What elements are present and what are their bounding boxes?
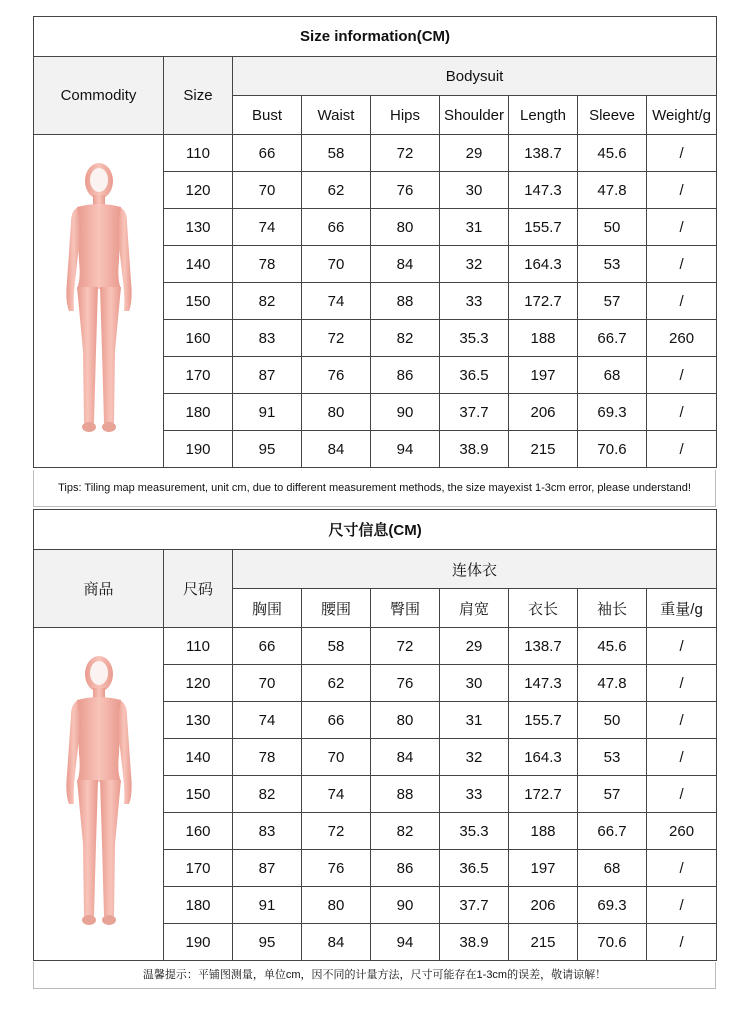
value-cell: / (647, 209, 717, 246)
value-cell: 83 (233, 813, 302, 850)
value-cell: 66 (233, 628, 302, 665)
column-header: Bust (233, 96, 302, 135)
value-cell: / (647, 887, 717, 924)
value-cell: 38.9 (440, 924, 509, 961)
value-cell: / (647, 702, 717, 739)
size-table-zh (33, 509, 716, 961)
value-cell: 66 (302, 702, 371, 739)
value-cell: 69.3 (578, 887, 647, 924)
value-cell: 29 (440, 135, 509, 172)
value-cell: 76 (302, 357, 371, 394)
value-cell: / (647, 665, 717, 702)
size-cell: 130 (164, 209, 233, 246)
value-cell: 47.8 (578, 172, 647, 209)
size-cell: 160 (164, 320, 233, 357)
value-cell: 68 (578, 357, 647, 394)
value-cell: 82 (233, 776, 302, 813)
size-header: Size (164, 57, 233, 135)
value-cell: 38.9 (440, 431, 509, 468)
size-cell: 110 (164, 135, 233, 172)
value-cell: 78 (233, 246, 302, 283)
value-cell: 66 (233, 135, 302, 172)
value-cell: 172.7 (509, 283, 578, 320)
value-cell: 53 (578, 246, 647, 283)
product-image (34, 628, 164, 961)
value-cell: 33 (440, 776, 509, 813)
value-cell: 74 (302, 776, 371, 813)
size-cell: 110 (164, 628, 233, 665)
value-cell: 95 (233, 924, 302, 961)
value-cell: 87 (233, 850, 302, 887)
bodysuit-figure-icon (59, 161, 139, 441)
value-cell: 30 (440, 665, 509, 702)
value-cell: / (647, 739, 717, 776)
value-cell: 82 (233, 283, 302, 320)
column-header: 衣长 (509, 589, 578, 628)
size-cell: 170 (164, 357, 233, 394)
value-cell: 84 (302, 924, 371, 961)
value-cell: 80 (302, 394, 371, 431)
value-cell: 72 (302, 813, 371, 850)
value-cell: 88 (371, 776, 440, 813)
size-cell: 190 (164, 431, 233, 468)
product-image (34, 135, 164, 468)
value-cell: 35.3 (440, 813, 509, 850)
value-cell: 76 (371, 172, 440, 209)
value-cell: 66 (302, 209, 371, 246)
column-header: 肩宽 (440, 589, 509, 628)
size-cell: 180 (164, 394, 233, 431)
value-cell: 78 (233, 739, 302, 776)
value-cell: 95 (233, 431, 302, 468)
value-cell: 80 (371, 209, 440, 246)
value-cell: 74 (233, 209, 302, 246)
size-cell: 140 (164, 739, 233, 776)
column-header: Length (509, 96, 578, 135)
value-cell: 155.7 (509, 702, 578, 739)
value-cell: / (647, 172, 717, 209)
size-cell: 140 (164, 246, 233, 283)
value-cell: 45.6 (578, 628, 647, 665)
value-cell: 69.3 (578, 394, 647, 431)
value-cell: 30 (440, 172, 509, 209)
value-cell: / (647, 628, 717, 665)
value-cell: 91 (233, 394, 302, 431)
value-cell: 36.5 (440, 357, 509, 394)
value-cell: 94 (371, 924, 440, 961)
value-cell: / (647, 394, 717, 431)
value-cell: 88 (371, 283, 440, 320)
column-header: Hips (371, 96, 440, 135)
column-header: 腰围 (302, 589, 371, 628)
value-cell: 74 (233, 702, 302, 739)
value-cell: 215 (509, 924, 578, 961)
value-cell: 260 (647, 320, 717, 357)
value-cell: 31 (440, 209, 509, 246)
value-cell: / (647, 283, 717, 320)
value-cell: 197 (509, 357, 578, 394)
value-cell: 90 (371, 887, 440, 924)
size-cell: 160 (164, 813, 233, 850)
value-cell: 72 (371, 628, 440, 665)
column-header: Shoulder (440, 96, 509, 135)
value-cell: 215 (509, 431, 578, 468)
value-cell: 70 (233, 172, 302, 209)
column-header: 臀围 (371, 589, 440, 628)
value-cell: 33 (440, 283, 509, 320)
value-cell: 164.3 (509, 739, 578, 776)
value-cell: 29 (440, 628, 509, 665)
size-cell: 170 (164, 850, 233, 887)
value-cell: 155.7 (509, 209, 578, 246)
value-cell: 31 (440, 702, 509, 739)
value-cell: 57 (578, 283, 647, 320)
value-cell: 147.3 (509, 665, 578, 702)
value-cell: / (647, 776, 717, 813)
value-cell: 206 (509, 887, 578, 924)
value-cell: 57 (578, 776, 647, 813)
value-cell: / (647, 135, 717, 172)
value-cell: 50 (578, 702, 647, 739)
value-cell: 70 (233, 665, 302, 702)
column-header: Sleeve (578, 96, 647, 135)
table-title: Size information(CM) (34, 17, 717, 57)
tip-text-en: Tips: Tiling map measurement, unit cm, due to different measurement methods, the size mayexist 1-3cm error, please understand! (33, 470, 716, 507)
value-cell: 260 (647, 813, 717, 850)
size-cell: 150 (164, 776, 233, 813)
value-cell: 36.5 (440, 850, 509, 887)
tip-text-zh: 温馨提示：平铺图测量，单位cm，因不同的计量方法，尺寸可能存在1-3cm的误差，敬请谅解！ (33, 962, 716, 989)
value-cell: / (647, 431, 717, 468)
value-cell: 62 (302, 172, 371, 209)
size-cell: 180 (164, 887, 233, 924)
value-cell: 68 (578, 850, 647, 887)
size-cell: 130 (164, 702, 233, 739)
value-cell: / (647, 924, 717, 961)
size-cell: 120 (164, 665, 233, 702)
value-cell: 45.6 (578, 135, 647, 172)
table-row (34, 628, 717, 665)
value-cell: 164.3 (509, 246, 578, 283)
value-cell: 58 (302, 135, 371, 172)
value-cell: 90 (371, 394, 440, 431)
value-cell: 84 (302, 431, 371, 468)
size-cell: 120 (164, 172, 233, 209)
value-cell: 76 (371, 665, 440, 702)
value-cell: 197 (509, 850, 578, 887)
value-cell: / (647, 850, 717, 887)
value-cell: 70 (302, 246, 371, 283)
value-cell: 50 (578, 209, 647, 246)
column-header: Waist (302, 96, 371, 135)
table-row (34, 135, 717, 172)
value-cell: 188 (509, 813, 578, 850)
value-cell: 84 (371, 246, 440, 283)
value-cell: 35.3 (440, 320, 509, 357)
value-cell: 32 (440, 246, 509, 283)
size-header: 尺码 (164, 550, 233, 628)
value-cell: 62 (302, 665, 371, 702)
value-cell: 70.6 (578, 924, 647, 961)
value-cell: 138.7 (509, 135, 578, 172)
value-cell: 32 (440, 739, 509, 776)
value-cell: 94 (371, 431, 440, 468)
value-cell: 80 (302, 887, 371, 924)
value-cell: 82 (371, 813, 440, 850)
value-cell: 206 (509, 394, 578, 431)
bodysuit-header: 连体衣 (233, 550, 717, 589)
value-cell: 188 (509, 320, 578, 357)
value-cell: 72 (371, 135, 440, 172)
size-cell: 190 (164, 924, 233, 961)
value-cell: 172.7 (509, 776, 578, 813)
value-cell: 86 (371, 357, 440, 394)
value-cell: 80 (371, 702, 440, 739)
value-cell: / (647, 357, 717, 394)
size-cell: 150 (164, 283, 233, 320)
bodysuit-header: Bodysuit (233, 57, 717, 96)
value-cell: 58 (302, 628, 371, 665)
value-cell: 76 (302, 850, 371, 887)
bodysuit-figure-icon (59, 654, 139, 934)
value-cell: 82 (371, 320, 440, 357)
value-cell: 70 (302, 739, 371, 776)
value-cell: 37.7 (440, 887, 509, 924)
value-cell: 84 (371, 739, 440, 776)
commodity-header: Commodity (34, 57, 164, 135)
value-cell: 86 (371, 850, 440, 887)
size-table-en (33, 16, 716, 468)
value-cell: 147.3 (509, 172, 578, 209)
value-cell: / (647, 246, 717, 283)
column-header: 重量/g (647, 589, 717, 628)
value-cell: 70.6 (578, 431, 647, 468)
value-cell: 138.7 (509, 628, 578, 665)
value-cell: 83 (233, 320, 302, 357)
value-cell: 37.7 (440, 394, 509, 431)
column-header: 袖长 (578, 589, 647, 628)
commodity-header: 商品 (34, 550, 164, 628)
column-header: Weight/g (647, 96, 717, 135)
value-cell: 47.8 (578, 665, 647, 702)
value-cell: 74 (302, 283, 371, 320)
value-cell: 53 (578, 739, 647, 776)
table-title: 尺寸信息(CM) (34, 510, 717, 550)
value-cell: 66.7 (578, 320, 647, 357)
column-header: 胸围 (233, 589, 302, 628)
value-cell: 66.7 (578, 813, 647, 850)
value-cell: 72 (302, 320, 371, 357)
value-cell: 91 (233, 887, 302, 924)
value-cell: 87 (233, 357, 302, 394)
